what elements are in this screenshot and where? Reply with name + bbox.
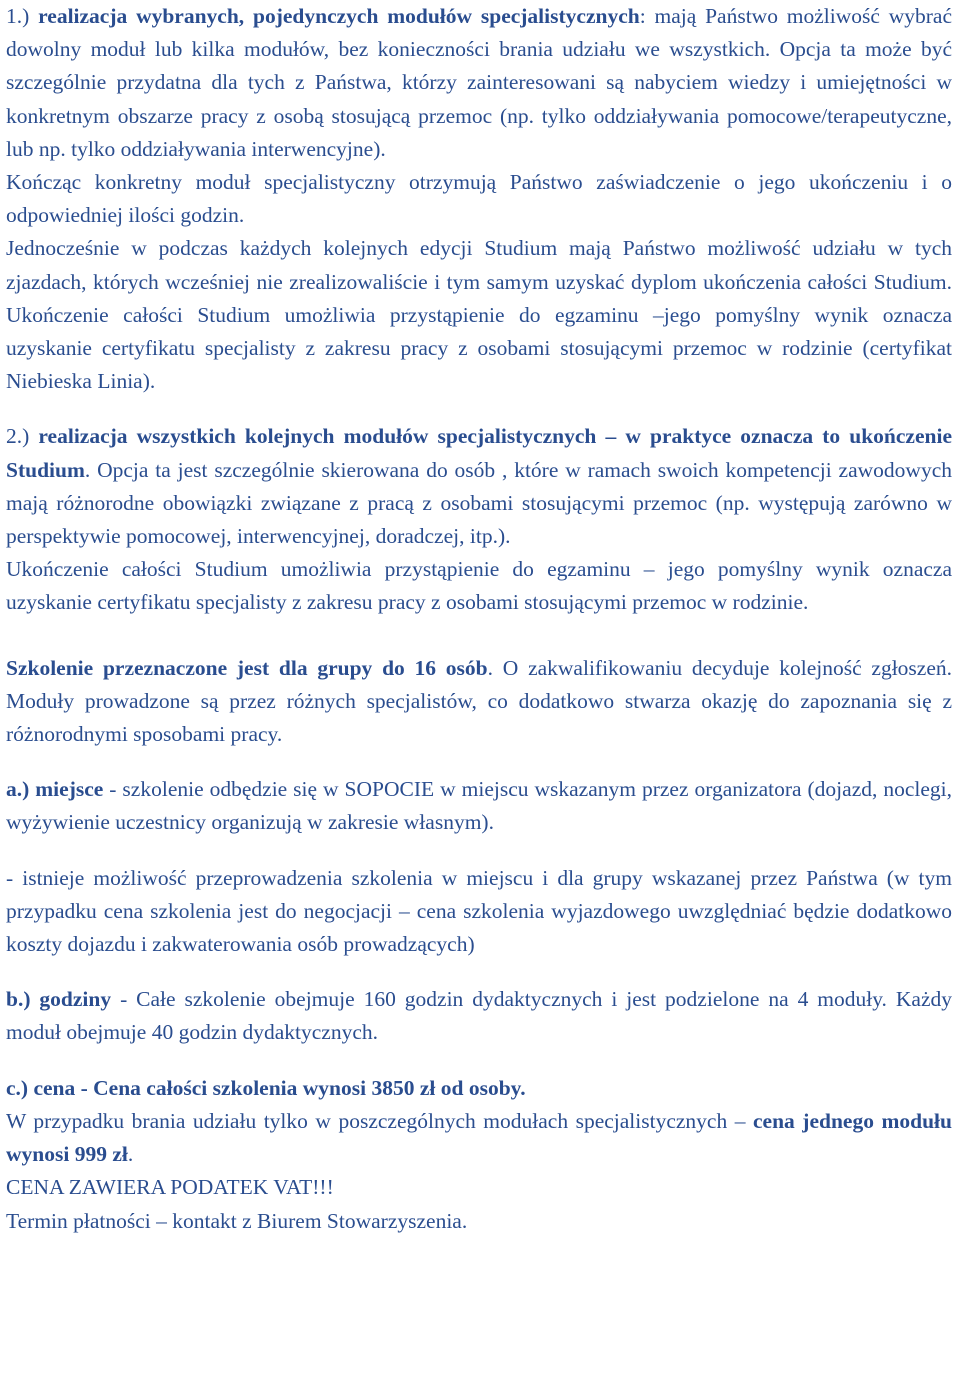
price-paragraph bbox=[6, 1072, 952, 1105]
option-1-text-2: Opcja ta może być szczególnie przydatna dla tych z Państwa, którzy zainteresowani są nabyciem wiedzy i umiejętności w konkretnym obszarze pracy z osobą stosującą przemoc (np. tylko oddziaływania pomocowe/terapeutyczne, lub np. tylko oddziaływania interwencyjne). bbox=[6, 37, 953, 161]
option-1-certificate-text: Kończąc konkretny moduł specjalistyczny otrzymują Państwo zaświadczenie o jego ukończeniu i o odpowiedniej ilości godzin. bbox=[6, 170, 952, 228]
price-label: c.) cena bbox=[6, 1075, 76, 1100]
payment-terms: Termin płatności – kontakt z Biurem Stowarzyszenia. bbox=[6, 1208, 468, 1233]
group-paragraph bbox=[6, 652, 952, 752]
option-2-exam-text: Ukończenie całości Studium umożliwia przystąpienie do egzaminu – jego pomyślny wynik oznacza uzyskanie certyfikatu specjalisty z zakresu pracy z osobami stosującymi przemoc w rodzinie. bbox=[6, 557, 952, 615]
price-module-amount: cena jednego modułu wynosi 999 zł bbox=[6, 1108, 952, 1167]
option-1-paragraph bbox=[6, 0, 952, 166]
hours-label: b.) godziny bbox=[6, 987, 112, 1012]
place-text: - szkolenie odbędzie się w SOPOCIE w miejscu wskazanym przez organizatora (dojazd, noclegi, wyżywienie uczestnicy organizują w zakresie własnym). bbox=[6, 777, 952, 835]
option-2-number: 2.) bbox=[6, 424, 30, 449]
group-size-text: Szkolenie przeznaczone jest dla grupy do 16 osób bbox=[6, 655, 488, 680]
place-paragraph bbox=[6, 773, 952, 839]
option-2-title: realizacja wszystkich kolejnych modułów specjalistycznych – w praktyce oznacza to ukończenie Studium bbox=[6, 424, 952, 482]
option-2-text-1: . Opcja ta jest szczególnie skierowana do osób , które w ramach swoich kompetencji zawodowych mają różnorodne obowiązki związane z pracą z osobami stosującymi przemoc (np. występują zarówno w perspektywie pomocowej, interwencyjnej, doradczej, itp.). bbox=[6, 457, 952, 549]
option-1-text-1: : mają Państwo możliwość wybrać dowolny moduł lub kilka modułów, bez konieczności brania udziału we wszystkich. bbox=[6, 4, 953, 62]
place-alternative-text: - istnieje możliwość przeprowadzenia szkolenia w miejscu i dla grupy wskazanej przez Państwa (w tym przypadku cena szkolenia jest do negocjacji – cena szkolenia wyjazdowego uwzględniać będzie dodatkowo koszty dojazdu i zakwaterowania osób prowadzących) bbox=[6, 865, 952, 957]
price-module-intro: W przypadku brania udziału tylko w poszczególnych modułach specjalistycznych – bbox=[6, 1108, 753, 1133]
price-module-end: . bbox=[127, 1142, 134, 1167]
option-1-number: 1.) bbox=[6, 4, 30, 28]
place-label: a.) miejsce bbox=[6, 777, 104, 802]
vat-notice: CENA ZAWIERA PODATEK VAT!!! bbox=[6, 1175, 334, 1200]
hours-text: - Całe szkolenie obejmuje 160 godzin dydaktycznych i jest podzielone na 4 moduły. Każdy moduł obejmuje 40 godzin dydaktycznych. bbox=[6, 987, 952, 1045]
price-module-paragraph bbox=[6, 1105, 952, 1171]
option-1-editions-text: Jednocześnie w podczas każdych kolejnych edycji Studium mają Państwo możliwość udziału w tych zjazdach, których wcześniej nie zrealizowaliście i tym samym uzyskać dyplom ukończenia całości Studium. Ukończenie całości Studium umożliwia przystąpienie do egzaminu –jego pomyślny wynik oznacza uzyskanie certyfikatu specjalisty z zakresu pracy z osobami stosującymi przemoc w rodzinie (certyfikat Niebieska Linia). bbox=[6, 236, 952, 394]
hours-paragraph bbox=[6, 983, 952, 1049]
group-rest-text: . O zakwalifikowaniu decyduje kolejność zgłoszeń. Moduły prowadzone są przez różnych specjalistów, co dodatkowo stwarza okazję do zapoznania się z różnorodnymi sposobami pracy. bbox=[6, 655, 952, 747]
price-total-text: - Cena całości szkolenia wynosi 3850 zł od osoby. bbox=[75, 1075, 526, 1100]
option-2-paragraph bbox=[6, 420, 952, 553]
option-1-title: realizacja wybranych, pojedynczych modułów specjalistycznych bbox=[38, 4, 640, 28]
